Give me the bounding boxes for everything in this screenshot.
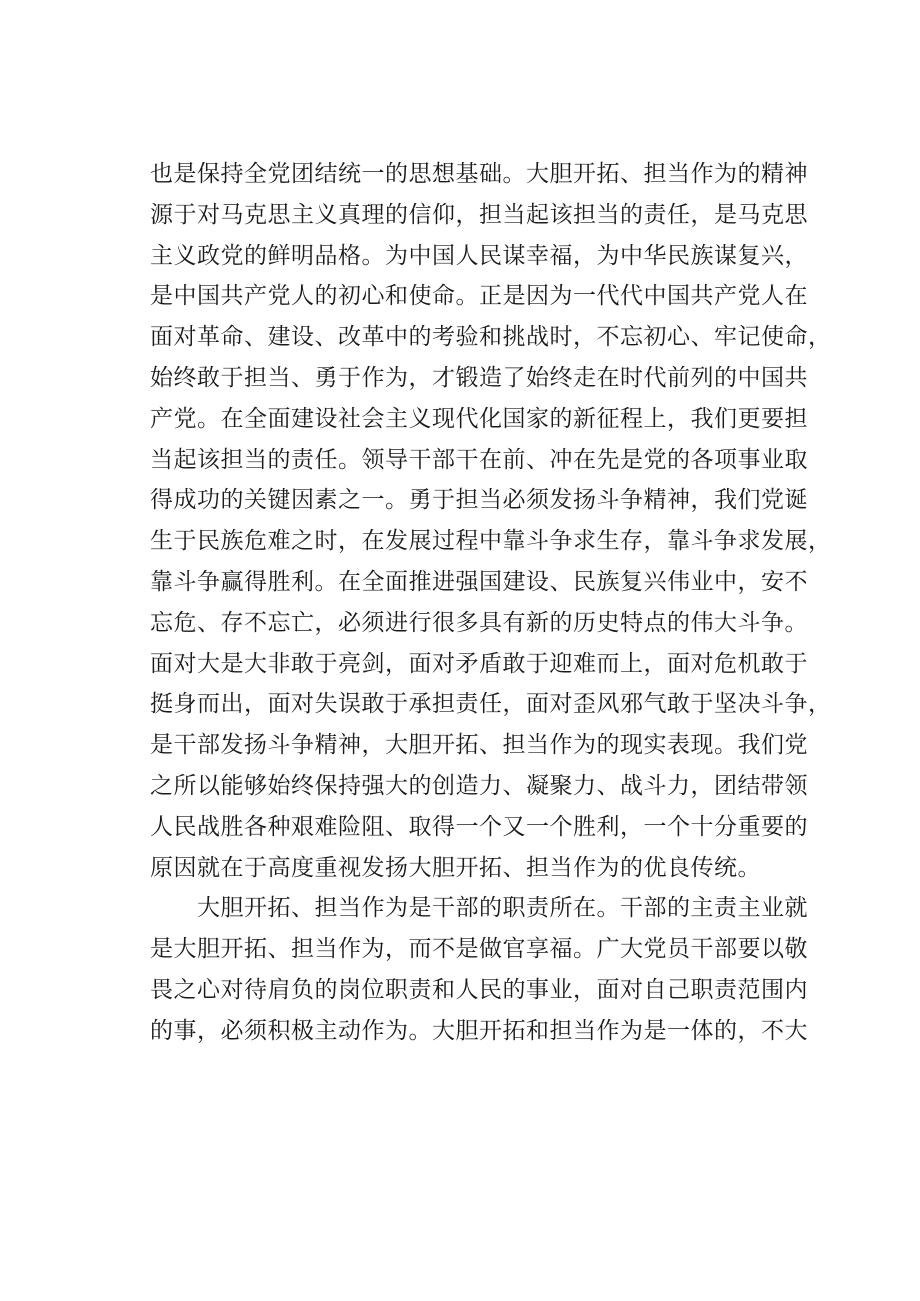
text-line: 大胆开拓、担当作为是干部的职责所在。干部的主责主业就: [150, 895, 808, 922]
text-line: 是干部发扬斗争精神，大胆开拓、担当作为的现实表现。我们党: [150, 732, 808, 759]
text-line: 当起该担当的责任。领导干部干在前、冲在先是党的各项事业取: [150, 446, 808, 473]
text-line: 原因就在于高度重视发扬大胆开拓、担当作为的优良传统。: [150, 854, 761, 881]
paragraph-1: [150, 154, 832, 888]
text-line: 也是保持全党团结统一的思想基础。大胆开拓、担当作为的精神: [150, 161, 808, 187]
text-line: 源于对马克思主义真理的信仰，担当起该担当的责任，是马克思: [150, 201, 808, 228]
text-line: 之所以能够始终保持强大的创造力、凝聚力、战斗力，团结带领: [150, 772, 808, 799]
text-line: 生于民族危难之时，在发展过程中靠斗争求生存，靠斗争求发展，: [150, 528, 832, 555]
text-line: 挺身而出，面对失误敢于承担责任，面对歪风邪气敢于坚决斗争，: [150, 691, 832, 718]
text-line: 得成功的关键因素之一。勇于担当必须发扬斗争精神，我们党诞: [150, 487, 808, 514]
body-text: [150, 154, 832, 1052]
text-line: 是大胆开拓、担当作为，而不是做官享福。广大党员干部要以敬: [150, 936, 808, 963]
text-line: 始终敢于担当、勇于作为，才锻造了始终走在时代前列的中国共: [150, 364, 808, 391]
text-line: 畏之心对待肩负的岗位职责和人民的事业，面对自己职责范围内: [150, 976, 808, 1003]
text-line: 面对大是大非敢于亮剑，面对矛盾敢于迎难而上，面对危机敢于: [150, 650, 808, 677]
text-line: 产党。在全面建设社会主义现代化国家的新征程上，我们更要担: [150, 405, 808, 432]
text-line: 主义政党的鲜明品格。为中国人民谋幸福，为中华民族谋复兴，: [150, 242, 808, 269]
paragraph-2: [150, 888, 810, 1051]
text-line: 是中国共产党人的初心和使命。正是因为一代代中国共产党人在: [150, 283, 808, 310]
text-line: 靠斗争赢得胜利。在全面推进强国建设、民族复兴伟业中，安不: [150, 568, 808, 595]
text-line: 的事，必须积极主动作为。大胆开拓和担当作为是一体的，不大: [150, 1017, 808, 1044]
text-line: 人民战胜各种艰难险阻、取得一个又一个胜利，一个十分重要的: [150, 813, 808, 840]
text-line: 忘危、存不忘亡，必须进行很多具有新的历史特点的伟大斗争。: [150, 609, 808, 636]
text-line: 面对革命、建设、改革中的考验和挑战时，不忘初心、牢记使命，: [150, 324, 832, 351]
